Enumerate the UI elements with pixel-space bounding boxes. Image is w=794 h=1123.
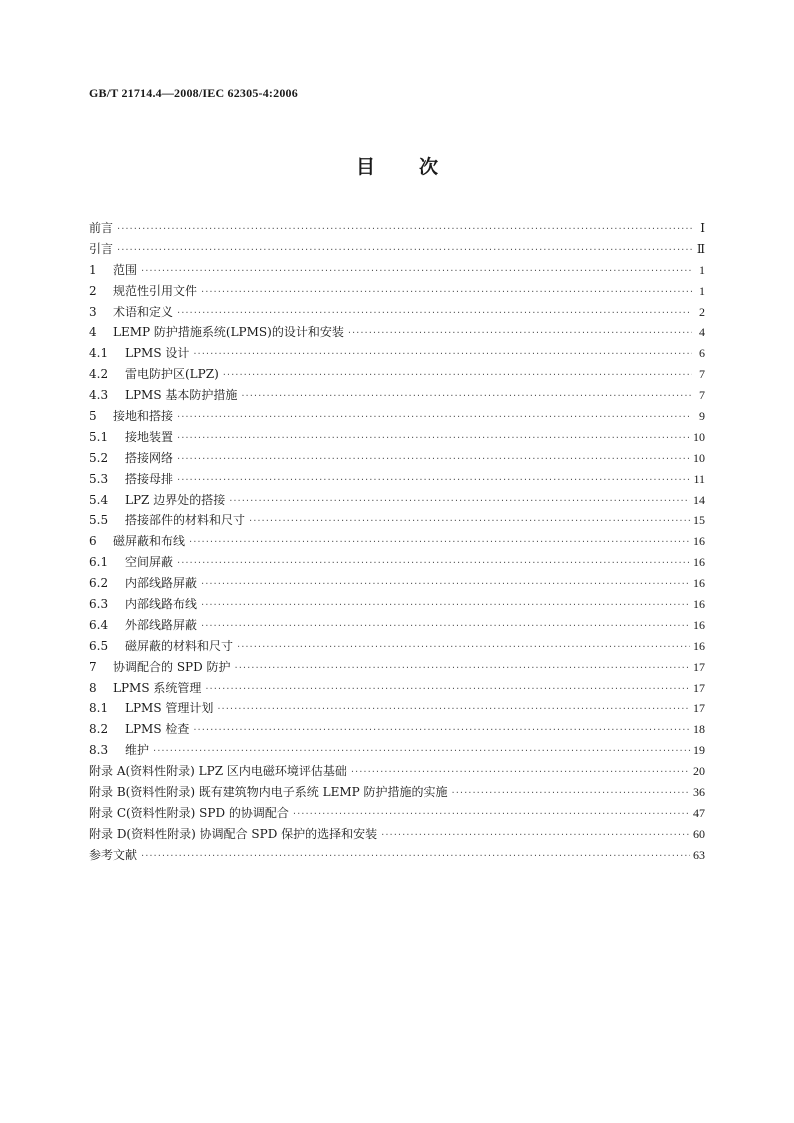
toc-entry-page-number: 18 [693,722,705,737]
toc-entry-title: LPMS 基本防护措施 [125,388,238,403]
toc-leader-dots [141,260,692,281]
toc-entry-label [89,322,344,343]
toc-entry[interactable] [89,302,705,323]
toc-entry-label [89,385,237,406]
toc-entry[interactable] [89,636,705,657]
toc-entry-number: 5.5 [89,513,109,528]
toc-entry[interactable] [89,469,705,490]
toc-entry-label [89,364,219,385]
toc-leader-dots [193,343,692,364]
toc-leader-dots [201,573,690,594]
toc-entry-label [89,845,137,866]
toc-entry-number: 5.1 [89,429,109,444]
toc-leader-dots [201,615,690,636]
toc-entry-page-number: 16 [693,638,705,653]
toc-entry-number: 8 [89,680,97,695]
toc-entry-label [89,302,173,323]
toc-entry-title: 外部线路屏蔽 [125,617,198,632]
toc-entry-title: 内部线路屏蔽 [125,576,198,591]
toc-entry-number: 8.3 [89,743,109,758]
toc-entry[interactable] [89,448,705,469]
toc-entry-number: 1 [89,262,97,277]
toc-leader-dots [249,510,690,531]
standard-code-header: GB/T 21714.4—2008/IEC 62305-4:2006 [89,86,298,100]
toc-entry-label [89,239,113,260]
toc-entry-title: 接地装置 [125,429,174,444]
toc-leader-dots [153,740,690,761]
toc-entry-label [89,552,173,573]
toc-entry-label [89,469,173,490]
toc-entry-title: LEMP 防护措施系统(LPMS)的设计和安装 [113,325,344,340]
toc-entry-label [89,824,377,845]
toc-entry[interactable] [89,657,705,678]
toc-leader-dots [193,719,690,740]
toc-entry-number: 6.2 [89,576,109,591]
toc-entry-label [89,740,149,761]
toc-entry-title: 接地和搭接 [113,409,174,424]
toc-entry-title: 搭接部件的材料和尺寸 [125,513,246,528]
toc-leader-dots [177,302,692,323]
toc-leader-dots [205,678,690,699]
toc-entry-page-number: 14 [693,492,705,507]
toc-leader-dots [452,782,690,803]
toc-leader-dots [117,218,692,239]
toc-entry[interactable] [89,552,705,573]
toc-entry-number: 8.2 [89,722,109,737]
toc-entry-page-number: 9 [699,409,705,424]
toc-entry-page-number: 1 [699,262,705,277]
toc-entry-page-number: 17 [693,701,705,716]
toc-entry-title: LPZ 边界处的搭接 [125,492,226,507]
toc-leader-dots [229,490,690,511]
toc-entry[interactable] [89,698,705,719]
toc-entry-page-number: 17 [693,680,705,695]
toc-entry-label [89,636,233,657]
toc-entry[interactable] [89,740,705,761]
toc-entry-page-number: 16 [693,617,705,632]
toc-leader-dots [177,448,690,469]
toc-entry-number: 6.1 [89,555,109,570]
toc-entry-label [89,719,189,740]
toc-entry-page-number: 7 [699,367,705,382]
toc-entry-title: 附录 B(资料性附录) 既有建筑物内电子系统 LEMP 防护措施的实施 [89,785,448,800]
toc-leader-dots [189,531,690,552]
toc-entry-title: 磁屏蔽的材料和尺寸 [125,638,234,653]
toc-entry[interactable] [89,322,705,343]
toc-entry-title: 维护 [125,743,150,758]
toc-entry-title: 前言 [89,221,114,235]
toc-entry[interactable] [89,573,705,594]
toc-entry-page-number: 6 [699,346,705,361]
toc-entry-number: 3 [89,304,97,319]
toc-entry-page-number: 17 [693,659,705,674]
toc-entry-number: 6.3 [89,597,109,612]
toc-entry[interactable] [89,719,705,740]
toc-entry-label [89,510,245,531]
toc-entry[interactable] [89,678,705,699]
toc-entry[interactable] [89,594,705,615]
toc-leader-dots [348,322,692,343]
toc-entry[interactable] [89,615,705,636]
toc-entry-label [89,260,137,281]
toc-leader-dots [223,364,692,385]
toc-leader-dots [201,281,692,302]
toc-entry-title: 搭接母排 [125,471,174,486]
toc-entry-label [89,406,173,427]
toc-entry-label [89,448,173,469]
toc-entry-title: 范围 [113,262,138,277]
toc-leader-dots [293,803,690,824]
toc-entry-page-number: 60 [693,826,705,841]
toc-entry-number: 4.1 [89,346,109,361]
toc-entry-label [89,594,197,615]
toc-entry-page-number: 63 [693,847,705,862]
toc-entry-title: 内部线路布线 [125,597,198,612]
toc-leader-dots [217,698,690,719]
toc-entry[interactable] [89,260,705,281]
page-title: 目次 [355,156,482,178]
toc-entry-page-number: Ⅱ [696,241,705,256]
toc-entry[interactable] [89,343,705,364]
toc-leader-dots [237,636,690,657]
toc-entry[interactable] [89,782,705,803]
toc-entry-number: 5.4 [89,492,109,507]
toc-entry-page-number: 4 [699,325,705,340]
toc-entry[interactable] [89,406,705,427]
toc-entry[interactable] [89,510,705,531]
toc-entry-title: LPMS 管理计划 [125,701,214,716]
toc-entry-page-number: 16 [693,534,705,549]
toc-entry-label [89,218,113,239]
toc-entry-number: 6.4 [89,617,109,632]
toc-entry-label [89,427,173,448]
toc-entry-page-number: 16 [693,576,705,591]
toc-entry-label [89,657,231,678]
toc-entry-title: LPMS 检查 [125,722,190,737]
toc-entry-number: 7 [89,659,97,674]
toc-entry[interactable] [89,761,705,782]
toc-entry-title: 附录 C(资料性附录) SPD 的协调配合 [89,805,289,820]
toc-entry-page-number: 47 [693,805,705,820]
toc-entry-page-number: 10 [693,450,705,465]
toc-leader-dots [177,552,690,573]
toc-entry-label [89,343,189,364]
toc-leader-dots [177,469,690,490]
toc-entry[interactable] [89,218,705,239]
toc-entry-page-number: 36 [693,785,705,800]
toc-entry-number: 4.2 [89,367,109,382]
toc-entry-page-number: Ⅰ [700,221,705,235]
table-of-contents [89,218,705,866]
toc-entry-label [89,761,347,782]
toc-leader-dots [117,239,692,260]
toc-entry[interactable] [89,531,705,552]
toc-entry-label [89,490,225,511]
toc-entry-title: 术语和定义 [113,304,174,319]
toc-entry[interactable] [89,845,705,866]
toc-entry[interactable] [89,385,705,406]
toc-leader-dots [235,657,690,678]
toc-entry-title: 附录 A(资料性附录) LPZ 区内电磁环境评估基础 [89,764,347,779]
toc-leader-dots [177,427,690,448]
toc-entry-page-number: 1 [699,283,705,298]
toc-entry[interactable] [89,803,705,824]
toc-entry-page-number: 2 [699,304,705,319]
toc-entry-title: 协调配合的 SPD 防护 [113,659,231,674]
toc-entry-label [89,615,197,636]
toc-entry-label [89,678,201,699]
toc-entry-title: LPMS 系统管理 [113,680,202,695]
toc-entry-page-number: 20 [693,764,705,779]
toc-entry-number: 5 [89,409,97,424]
toc-leader-dots [381,824,690,845]
toc-entry-title: 规范性引用文件 [113,283,198,298]
toc-entry[interactable] [89,364,705,385]
toc-entry-title: 空间屏蔽 [125,555,174,570]
toc-entry[interactable] [89,427,705,448]
toc-entry-page-number: 16 [693,555,705,570]
toc-entry-label [89,698,213,719]
toc-entry-number: 6 [89,534,97,549]
toc-entry[interactable] [89,281,705,302]
toc-entry-title: 参考文献 [89,847,138,862]
toc-entry-title: 附录 D(资料性附录) 协调配合 SPD 保护的选择和安装 [89,826,378,841]
toc-entry[interactable] [89,490,705,511]
toc-entry-title: 雷电防护区(LPZ) [125,367,219,382]
toc-leader-dots [351,761,690,782]
toc-leader-dots [141,845,690,866]
toc-entry-page-number: 10 [693,429,705,444]
toc-entry-number: 5.2 [89,450,109,465]
toc-entry-label [89,531,185,552]
toc-entry-number: 2 [89,283,97,298]
toc-entry-title: 磁屏蔽和布线 [113,534,186,549]
toc-entry-page-number: 16 [693,597,705,612]
toc-entry[interactable] [89,824,705,845]
toc-entry-number: 6.5 [89,638,109,653]
toc-entry-title: 搭接网络 [125,450,174,465]
toc-entry-title: 引言 [89,241,114,256]
toc-entry[interactable] [89,239,705,260]
toc-entry-page-number: 7 [699,388,705,403]
toc-entry-title: LPMS 设计 [125,346,190,361]
toc-entry-number: 4.3 [89,388,109,403]
toc-leader-dots [177,406,692,427]
toc-entry-number: 8.1 [89,701,109,716]
toc-entry-number: 4 [89,325,97,340]
toc-entry-number: 5.3 [89,471,109,486]
toc-entry-label [89,782,448,803]
toc-leader-dots [201,594,690,615]
toc-entry-label [89,803,289,824]
toc-entry-label [89,281,197,302]
toc-entry-page-number: 19 [693,743,705,758]
toc-entry-page-number: 11 [693,471,705,486]
toc-entry-page-number: 15 [693,513,705,528]
toc-entry-label [89,573,197,594]
toc-leader-dots [241,385,692,406]
